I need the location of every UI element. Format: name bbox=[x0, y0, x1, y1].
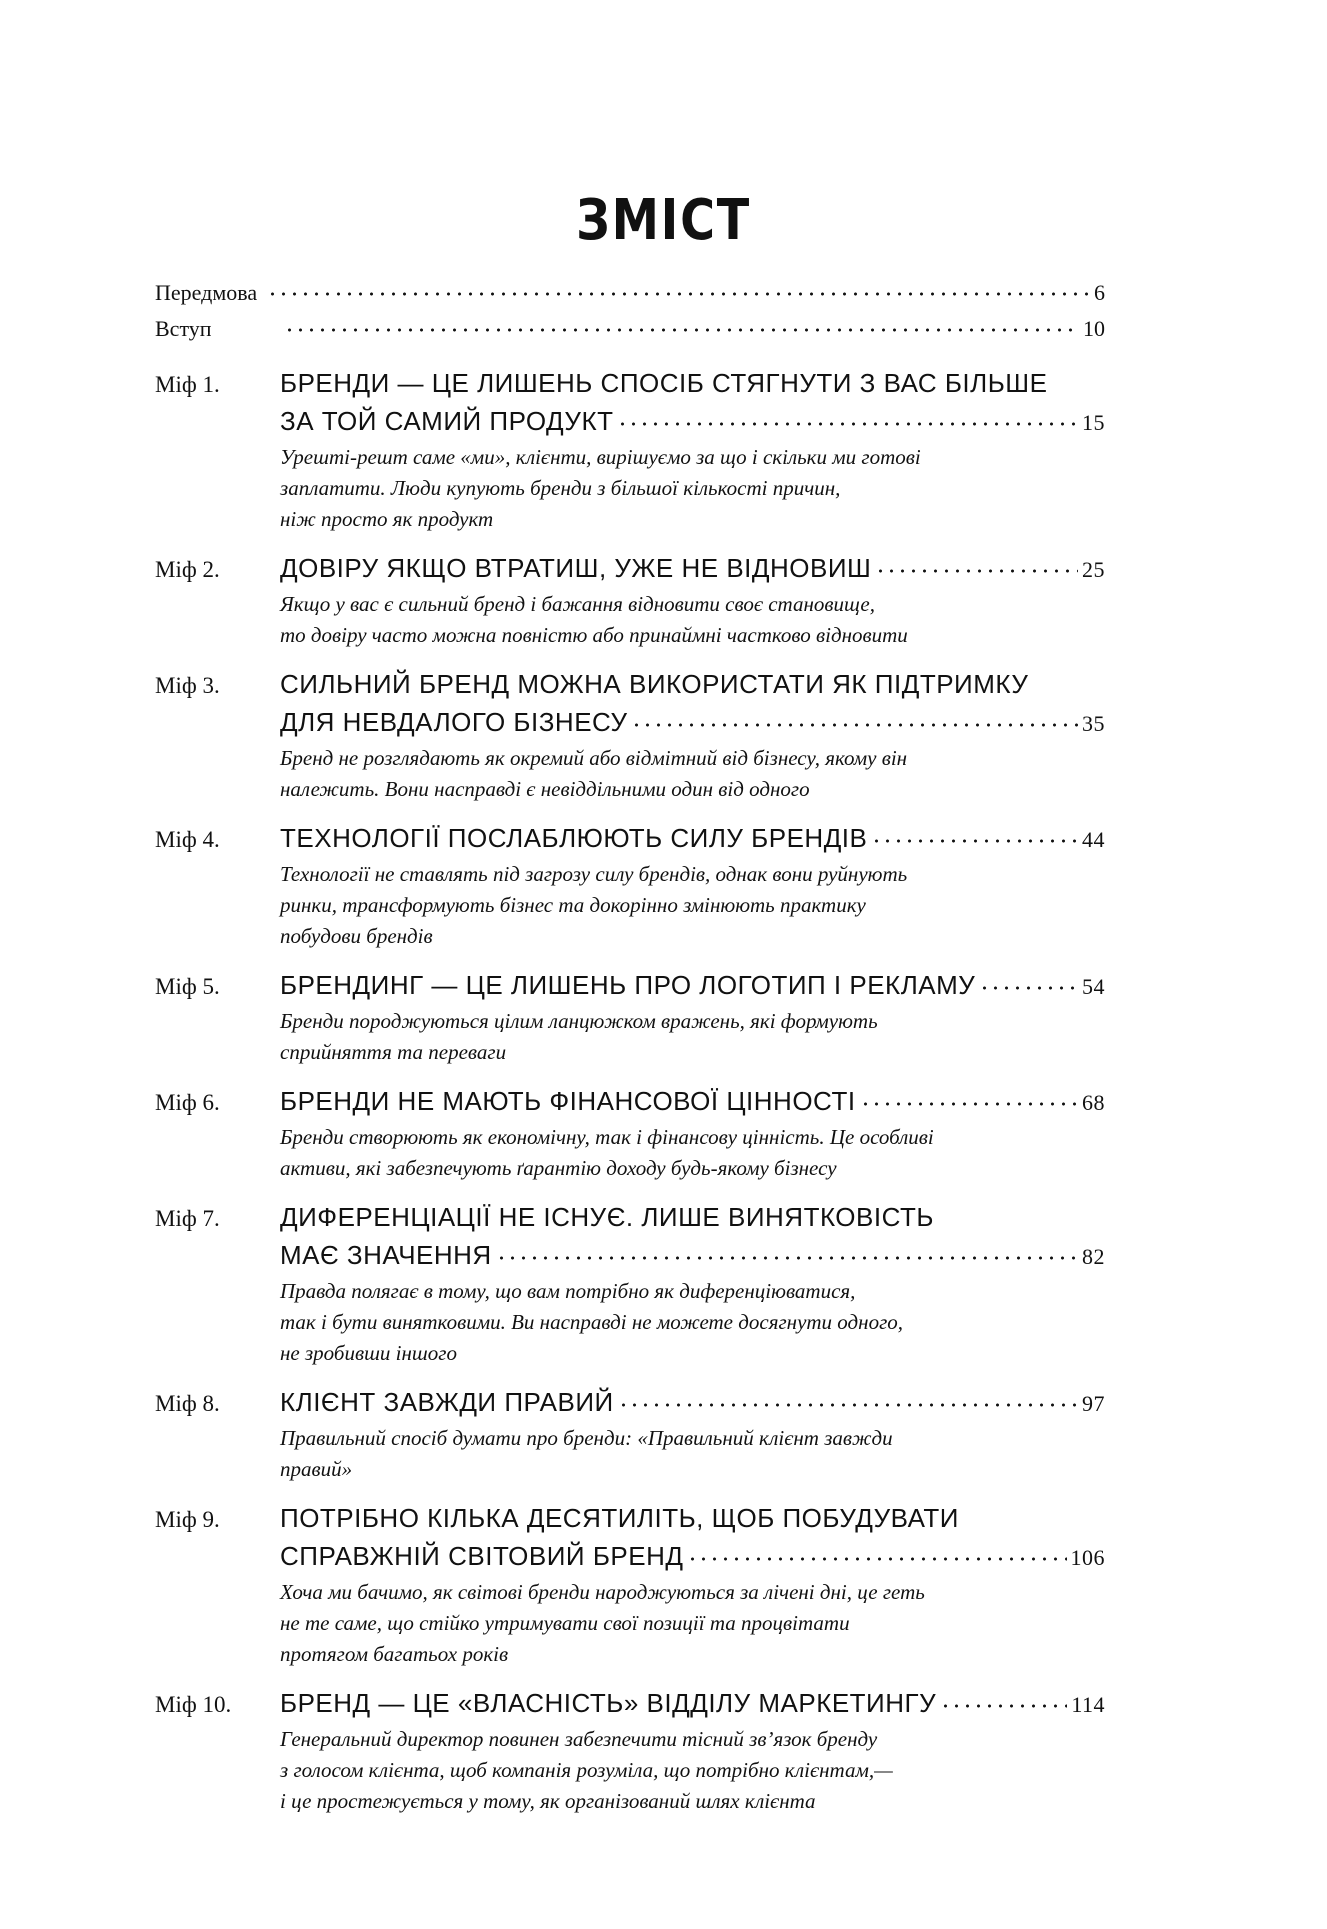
chapter-heading-text: ТЕХНОЛОГІЇ ПОСЛАБЛЮЮТЬ СИЛУ БРЕНДІВ bbox=[280, 823, 868, 853]
chapter-heading-text: СИЛЬНИЙ БРЕНД МОЖНА ВИКОРИСТАТИ ЯК ПІДТРИМКУ bbox=[280, 669, 1029, 699]
dot-leader bbox=[496, 1238, 1078, 1264]
myth-entries bbox=[155, 364, 1105, 1817]
chapter-heading-text: ПОТРІБНО КІЛЬКА ДЕСЯТИЛІТЬ, ЩОБ ПОБУДУВАТИ bbox=[280, 1503, 959, 1533]
toc-entry-label: Вступ bbox=[155, 316, 212, 341]
entry-body bbox=[280, 549, 1105, 651]
toc-page-number: 44 bbox=[1082, 827, 1105, 852]
entry-body bbox=[280, 819, 1105, 952]
dot-leader bbox=[979, 968, 1078, 994]
entry-body bbox=[280, 1383, 1105, 1485]
toc-page-number: 97 bbox=[1082, 1391, 1105, 1416]
toc-entry-myth-5[interactable] bbox=[155, 966, 1105, 1068]
chapter-heading-text: БРЕНДИ НЕ МАЮТЬ ФІНАНСОВОЇ ЦІННОСТІ bbox=[280, 1086, 856, 1116]
myth-label: Міф 2. bbox=[155, 557, 220, 582]
chapter-heading-text: КЛІЄНТ ЗАВЖДИ ПРАВИЙ bbox=[280, 1387, 614, 1417]
chapter-heading-text: ДОВІРУ ЯКЩО ВТРАТИШ, УЖЕ НЕ ВІДНОВИШ bbox=[280, 553, 872, 583]
chapter-heading-line bbox=[280, 703, 1105, 743]
myth-label: Міф 5. bbox=[155, 974, 220, 999]
chapter-summary: Бренд не розглядають як окремий або відмітний від бізнесу, якому він належить. Вони насправді є невіддільними один від одного bbox=[280, 746, 908, 801]
chapter-summary: Бренди породжуються цілим ланцюжком вражень, які формують сприйняття та переваги bbox=[280, 1009, 878, 1064]
chapter-heading-text: ДЛЯ НЕВДАЛОГО БІЗНЕСУ bbox=[280, 707, 628, 737]
toc-page-number: 114 bbox=[1071, 1692, 1105, 1717]
chapter-heading-line bbox=[280, 1236, 1105, 1276]
dot-leader bbox=[631, 705, 1078, 731]
entry-body bbox=[280, 364, 1105, 535]
chapter-heading-line bbox=[280, 402, 1105, 442]
dot-leader bbox=[860, 1084, 1078, 1110]
toc-entry-label: Передмова bbox=[155, 280, 258, 305]
toc-page-number: 68 bbox=[1082, 1090, 1105, 1115]
dot-leader bbox=[267, 278, 1090, 300]
chapter-heading-line bbox=[280, 819, 1105, 859]
chapter-heading-text: БРЕНДИ — ЦЕ ЛИШЕНЬ СПОСІБ СТЯГНУТИ З ВАС БІЛЬШЕ bbox=[280, 368, 1048, 398]
chapter-heading-text: СПРАВЖНІЙ СВІТОВИЙ БРЕНД bbox=[280, 1541, 684, 1571]
chapter-summary: Генеральний директор повинен забезпечити тісний зв’язок бренду з голосом клієнта, щоб компанія розуміла, що потрібно клієнтам,— і це простежується у тому, як організований шлях клієнта bbox=[280, 1727, 893, 1813]
toc-page-number: 54 bbox=[1082, 974, 1105, 999]
chapter-heading-line bbox=[280, 1684, 1105, 1724]
table-of-contents bbox=[155, 278, 1105, 1823]
chapter-summary: Якщо у вас є сильний бренд і бажання відновити своє становище, то довіру часто можна повністю або принаймні частково відновити bbox=[280, 592, 908, 647]
toc-page-number: 10 bbox=[1083, 316, 1105, 341]
chapter-summary: Урешті-решт саме «ми», клієнти, вирішуємо за що і скільки ми готові заплатити. Люди купують бренди з більшої кількості причин, ніж просто як продукт bbox=[280, 445, 921, 531]
entry-body bbox=[280, 665, 1105, 805]
entry-body bbox=[280, 1198, 1105, 1369]
chapter-heading-line bbox=[280, 1499, 1105, 1537]
dot-leader bbox=[617, 404, 1078, 430]
chapter-heading-line bbox=[280, 1537, 1105, 1577]
entry-body bbox=[280, 966, 1105, 1068]
toc-entry-myth-9[interactable] bbox=[155, 1499, 1105, 1670]
toc-page-number: 106 bbox=[1070, 1545, 1105, 1570]
toc-entry-myth-10[interactable] bbox=[155, 1684, 1105, 1817]
chapter-heading-line bbox=[280, 1082, 1105, 1122]
dot-leader bbox=[871, 821, 1078, 847]
myth-label: Міф 7. bbox=[155, 1206, 220, 1231]
toc-entry-myth-8[interactable] bbox=[155, 1383, 1105, 1485]
myth-label: Міф 6. bbox=[155, 1090, 220, 1115]
myth-label: Міф 1. bbox=[155, 372, 220, 397]
chapter-summary: Правда полягає в тому, що вам потрібно як диференціюватися, так і бути винятковими. Ви насправді не можете досягнути одного, не зробивши іншого bbox=[280, 1279, 904, 1365]
dot-leader bbox=[618, 1385, 1078, 1411]
chapter-heading-line bbox=[280, 549, 1105, 589]
dot-leader bbox=[687, 1539, 1066, 1565]
toc-page-number: 25 bbox=[1082, 557, 1105, 582]
chapter-summary: Технології не ставлять під загрозу силу брендів, однак вони руйнують ринки, трансформують бізнес та докорінно змінюють практику побудови брендів bbox=[280, 862, 908, 948]
entry-body bbox=[280, 1499, 1105, 1670]
toc-entry-foreword[interactable] bbox=[155, 278, 1105, 314]
toc-entry-myth-2[interactable] bbox=[155, 549, 1105, 651]
myth-label: Міф 9. bbox=[155, 1507, 220, 1532]
myth-label: Міф 3. bbox=[155, 673, 220, 698]
dot-leader bbox=[940, 1686, 1067, 1712]
chapter-summary: Хоча ми бачимо, як світові бренди народжуються за лічені дні, це геть не те саме, що стійко утримувати свої позиції та процвітати протягом багатьох років bbox=[280, 1580, 925, 1666]
toc-page-number: 82 bbox=[1082, 1244, 1105, 1269]
chapter-heading-text: БРЕНДИНГ — ЦЕ ЛИШЕНЬ ПРО ЛОГОТИП І РЕКЛАМУ bbox=[280, 970, 976, 1000]
myth-label: Міф 4. bbox=[155, 827, 220, 852]
chapter-summary: Правильний спосіб думати про бренди: «Правильний клієнт завжди правий» bbox=[280, 1426, 893, 1481]
chapter-heading-text: ЗА ТОЙ САМИЙ ПРОДУКТ bbox=[280, 406, 614, 436]
chapter-heading-text: ДИФЕРЕНЦІАЦІЇ НЕ ІСНУЄ. ЛИШЕ ВИНЯТКОВІСТЬ bbox=[280, 1202, 934, 1232]
toc-page-number: 35 bbox=[1082, 711, 1105, 736]
toc-entry-introduction[interactable] bbox=[155, 314, 1105, 350]
toc-entry-myth-1[interactable] bbox=[155, 364, 1105, 535]
chapter-summary: Бренди створюють як економічну, так і фінансову цінність. Це особливі активи, які забезпечують ґарантію доходу будь-якому бізнесу bbox=[280, 1125, 934, 1180]
dot-leader bbox=[875, 551, 1078, 577]
chapter-heading-line bbox=[280, 665, 1105, 703]
myth-label: Міф 10. bbox=[155, 1692, 232, 1717]
chapter-heading-text: МАЄ ЗНАЧЕННЯ bbox=[280, 1240, 492, 1270]
toc-entry-myth-6[interactable] bbox=[155, 1082, 1105, 1184]
chapter-heading-line bbox=[280, 364, 1105, 402]
myth-label: Міф 8. bbox=[155, 1391, 220, 1416]
entry-body bbox=[280, 1684, 1105, 1817]
chapter-heading-line bbox=[280, 1383, 1105, 1423]
chapter-heading-line bbox=[280, 1198, 1105, 1236]
chapter-heading-text: БРЕНД — ЦЕ «ВЛАСНІСТЬ» ВІДДІЛУ МАРКЕТИНГУ bbox=[280, 1688, 937, 1718]
toc-entry-myth-3[interactable] bbox=[155, 665, 1105, 805]
toc-entry-myth-7[interactable] bbox=[155, 1198, 1105, 1369]
dot-leader bbox=[284, 314, 1079, 336]
toc-page-number: 15 bbox=[1082, 410, 1105, 435]
toc-page-number: 6 bbox=[1094, 280, 1105, 305]
toc-entry-myth-4[interactable] bbox=[155, 819, 1105, 952]
chapter-heading-line bbox=[280, 966, 1105, 1006]
page-title: ЗМІСТ bbox=[576, 188, 751, 253]
entry-body bbox=[280, 1082, 1105, 1184]
